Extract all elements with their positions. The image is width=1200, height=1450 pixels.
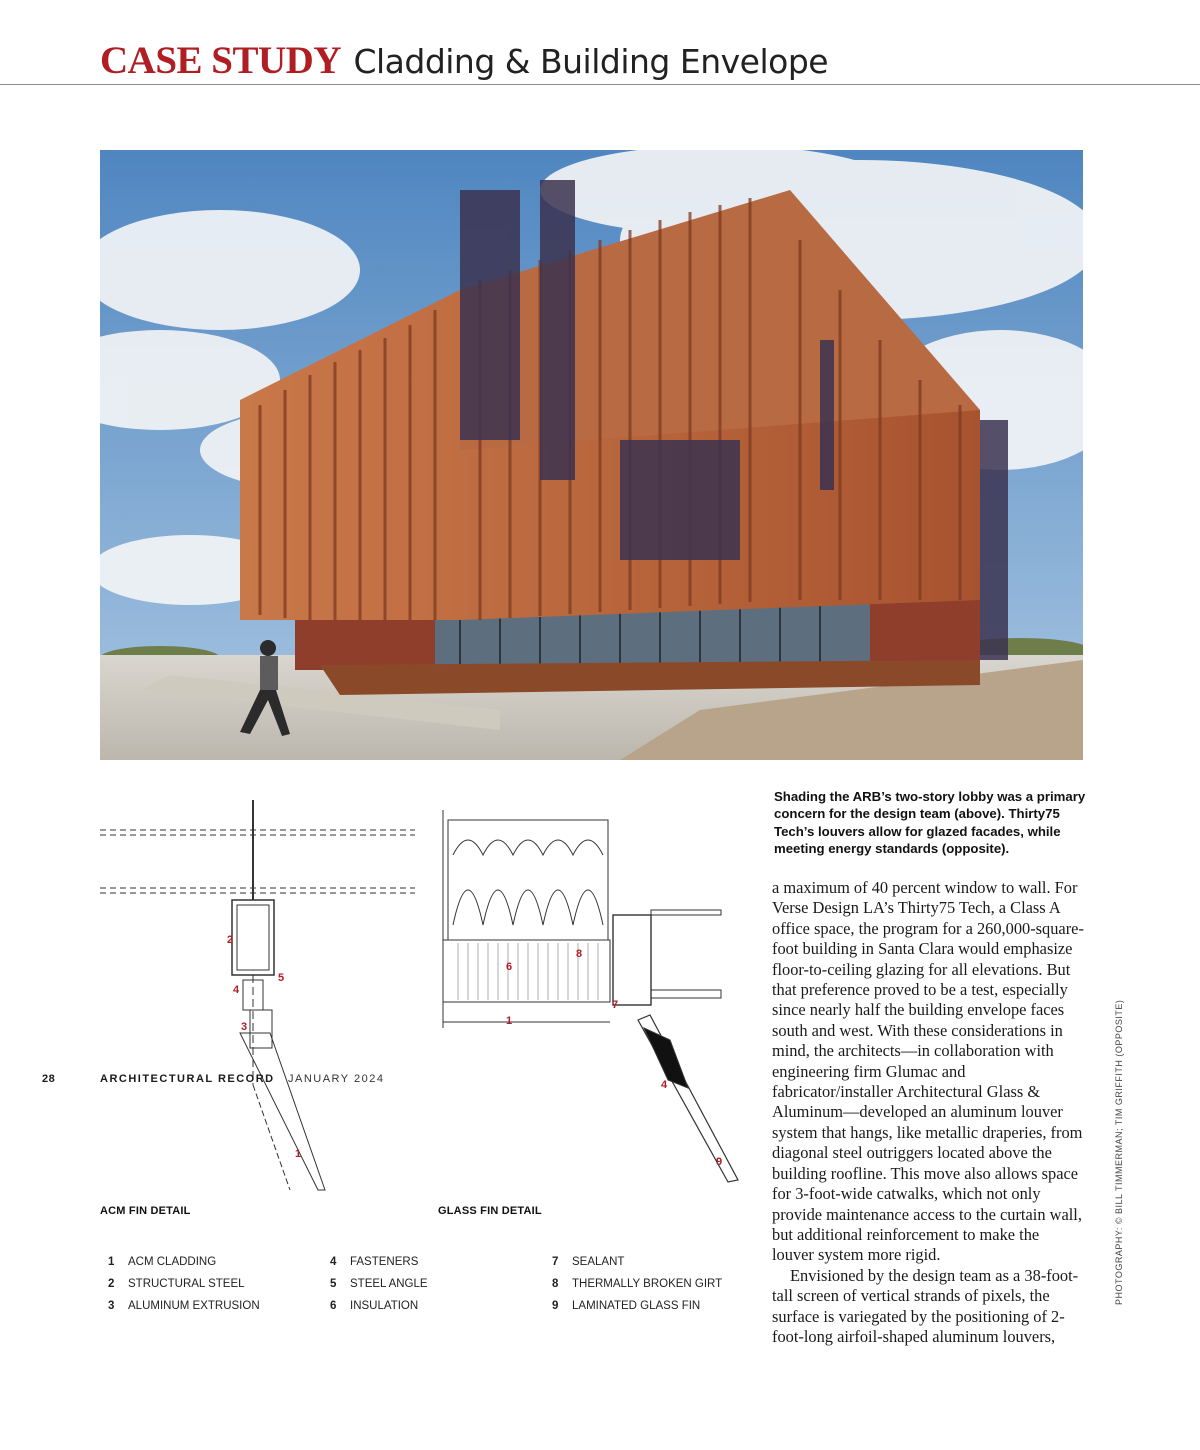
glass-callout-8: 8 bbox=[576, 948, 583, 960]
acm-fin-detail-title: ACM FIN DETAIL bbox=[100, 1205, 191, 1217]
section-title: Cladding & Building Envelope bbox=[353, 42, 829, 81]
legend-item: 5 STEEL ANGLE bbox=[330, 1278, 428, 1290]
issue-date: JANUARY 2024 bbox=[288, 1073, 385, 1085]
header-rule bbox=[0, 84, 1200, 85]
glass-callout-7: 7 bbox=[612, 999, 619, 1011]
acm-fin-detail-drawing bbox=[100, 795, 420, 1195]
glass-callout-9: 9 bbox=[716, 1156, 723, 1168]
acm-callout-1: 1 bbox=[295, 1148, 302, 1160]
glass-callout-6: 6 bbox=[506, 961, 513, 973]
legend-item: 3 ALUMINUM EXTRUSION bbox=[108, 1300, 260, 1312]
magazine-name: ARCHITECTURAL RECORD bbox=[100, 1073, 275, 1085]
acm-callout-5: 5 bbox=[278, 972, 285, 984]
glass-callout-1: 1 bbox=[506, 1015, 513, 1027]
drawing-legend bbox=[100, 1256, 800, 1326]
photo-caption: Shading the ARB’s two-story lobby was a primary concern for the design team (above). Thirty75 Tech’s louvers allow for glazed facades, while meeting energy standards (opposite). bbox=[774, 789, 1086, 856]
acm-callout-3: 3 bbox=[241, 1021, 248, 1033]
legend-item: 1 ACM CLADDING bbox=[108, 1256, 217, 1268]
glass-callout-4: 4 bbox=[661, 1079, 668, 1091]
legend-item: 8 THERMALLY BROKEN GIRT bbox=[552, 1278, 723, 1290]
photo-credit: PHOTOGRAPHY: © BILL TIMMERMAN; TIM GRIFFITH (OPPOSITE) bbox=[1114, 999, 1124, 1305]
legend-item: 6 INSULATION bbox=[330, 1300, 419, 1312]
page-number: 28 bbox=[42, 1073, 56, 1085]
legend-item: 9 LAMINATED GLASS FIN bbox=[552, 1300, 701, 1312]
section-kicker: CASE STUDY bbox=[100, 39, 341, 82]
building-photo bbox=[100, 150, 1083, 760]
glass-fin-detail-drawing bbox=[438, 810, 768, 1190]
glass-fin-detail-title: GLASS FIN DETAIL bbox=[438, 1205, 542, 1217]
article-body bbox=[772, 878, 1084, 1347]
acm-callout-2: 2 bbox=[227, 934, 234, 946]
acm-callout-4: 4 bbox=[233, 984, 240, 996]
legend-item: 2 STRUCTURAL STEEL bbox=[108, 1278, 245, 1290]
page-header bbox=[100, 38, 828, 83]
legend-item: 7 SEALANT bbox=[552, 1256, 625, 1268]
body-paragraph-2: Envisioned by the design team as a 38-foot-tall screen of vertical strands of pixels, the surface is variegated by the positioning of 2-foot-long airfoil-shaped aluminum louvers, bbox=[772, 1265, 1079, 1346]
body-paragraph-1: a maximum of 40 percent window to wall. For Verse Design LA’s Thirty75 Tech, a Class A office space, the program for a 260,000-square-foot building in Santa Clara would emphasize floor-to-ceiling glazing for all elevations. But that preference proved to be a test, especially since nearly half the building envelope faces south and west. With these considerations in mind, the architects—in collaboration with engineering firm Glumac and fabricator/installer Architectural Glass & Aluminum—developed an aluminum louver system that hangs, like metallic draperies, from diagonal steel outriggers located above the building roofline. This move also allows space for 3-foot-wide catwalks, which not only provide maintenance access to the curtain wall, but additional reinforcement to make the louver system more rigid. bbox=[772, 878, 1084, 1265]
legend-item: 4 FASTENERS bbox=[330, 1256, 419, 1268]
